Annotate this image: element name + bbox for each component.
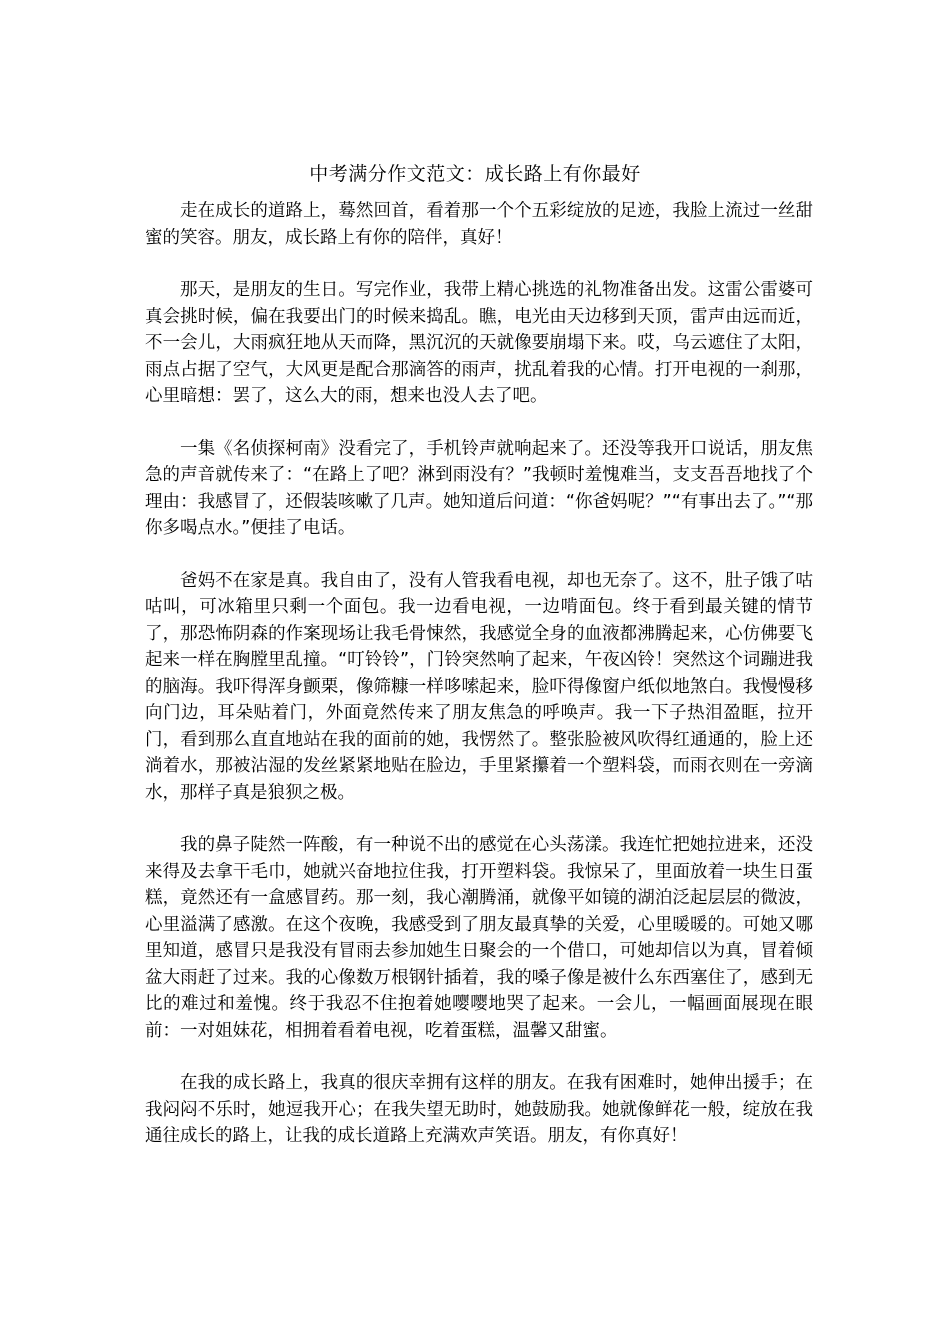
paragraph-4: 爸妈不在家是真。我自由了，没有人管我看电视，却也无奈了。这不，肚子饿了咕咕叫，可冰箱里只剩一个面包。我一边看电视，一边啃面包。终于看到最关键的情节了，那恐怖阴森的作案现场让我毛骨悚然，我感觉全身的血液都沸腾起来，心仿佛要飞起来一样在胸膛里乱撞。“叮铃铃”，门铃突然响了起来，午夜凶铃！突然这个词蹦进我的脑海。我吓得浑身颤栗，像筛糠一样哆嗦起来，脸吓得像窗户纸似地煞白。我慢慢移向门边，耳朵贴着门，外面竟然传来了朋友焦急的呼唤声。我一下子热泪盈眶，拉开门，看到那么直直地站在我的面前的她，我愣然了。整张脸被风吹得红通通的，脸上还淌着水，那被沾湿的发丝紧紧地贴在脸边，手里紧攥着一个塑料袋，而雨衣则在一旁滴水，那样子真是狼狈之极。 [145, 570, 813, 803]
paragraph-1: 走在成长的道路上，蓦然回首，看着那一个个五彩绽放的足迹，我脸上流过一丝甜蜜的笑容。朋友，成长路上有你的陪伴，真好！ [145, 201, 813, 248]
document-body [145, 198, 813, 1176]
paragraph-2: 那天，是朋友的生日。写完作业，我带上精心挑选的礼物准备出发。这雷公雷婆可真会挑时候，偏在我要出门的时候来捣乱。瞧，电光由天边移到天顶，雷声由远而近，不一会儿，大雨疯狂地从天而降，黑沉沉的天就像要崩塌下来。哎，乌云遮住了太阳，雨点占据了空气，大风更是配合那滴答的雨声，扰乱着我的心情。打开电视的一刹那，心里暗想：罢了，这么大的雨，想来也没人去了吧。 [145, 280, 813, 406]
paragraph-6: 在我的成长路上，我真的很庆幸拥有这样的朋友。在我有困难时，她伸出援手；在我闷闷不乐时，她逗我开心；在我失望无助时，她鼓励我。她就像鲜花一般，绽放在我通往成长的路上，让我的成长道路上充满欢声笑语。朋友，有你真好！ [145, 1073, 813, 1146]
paragraph-5: 我的鼻子陡然一阵酸，有一种说不出的感觉在心头荡漾。我连忙把她拉进来，还没来得及去拿干毛巾，她就兴奋地拉住我，打开塑料袋。我惊呆了，里面放着一块生日蛋糕，竟然还有一盒感冒药。那一刻，我心潮腾涌，就像平如镜的湖泊泛起层层的微波，心里溢满了感激。在这个夜晚，我感受到了朋友最真挚的关爱，心里暖暖的。可她又哪里知道，感冒只是我没有冒雨去参加她生日聚会的一个借口，可她却信以为真，冒着倾盆大雨赶了过来。我的心像数万根钢针插着，我的嗓子像是被什么东西塞住了，感到无比的难过和羞愧。终于我忍不住抱着她嘤嘤地哭了起来。一会儿，一幅画面展现在眼前：一对姐妹花，相拥着看着电视，吃着蛋糕，温馨又甜蜜。 [145, 835, 813, 1041]
paragraph-3: 一集《名侦探柯南》没看完了，手机铃声就响起来了。还没等我开口说话，朋友焦急的声音就传来了：“在路上了吧？淋到雨没有？”我顿时羞愧难当，支支吾吾地找了个理由：我感冒了，还假装咳嗽了几声。她知道后问道：“你爸妈呢？”“有事出去了。”“那你多喝点水。”便挂了电话。 [145, 438, 813, 538]
document-title: 中考满分作文范文：成长路上有你最好 [309, 163, 641, 185]
